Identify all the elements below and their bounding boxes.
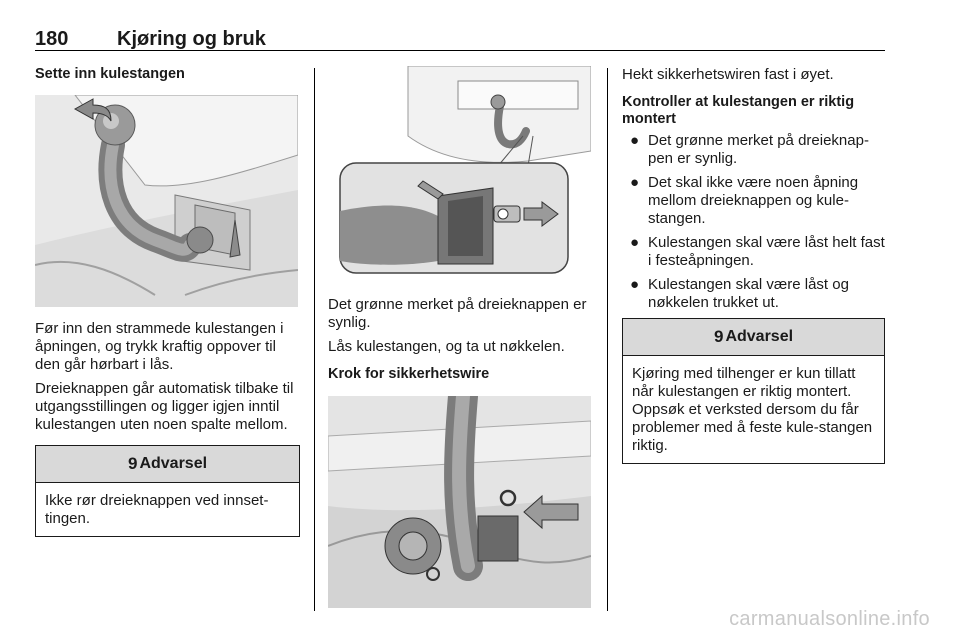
paragraph-green-mark: Det grønne merket på dreieknappen er synlig.: [328, 296, 587, 331]
paragraph-lock-remove-key: Lås kulestangen, og ta ut nøkkelen.: [328, 338, 565, 355]
section-heading-check-mounting: Kontroller at kulestangen er riktig montert: [622, 94, 855, 127]
paragraph-attach-wire: Hekt sikkerhetswiren fast i øyet.: [622, 66, 834, 83]
warning-icon: 9: [713, 327, 724, 346]
bullet-icon: ●: [630, 234, 640, 251]
section-heading-insert: Sette inn kulestangen: [35, 66, 185, 82]
header-rule: [35, 50, 885, 51]
bullet-icon: ●: [630, 132, 640, 149]
list-item: ● Det skal ikke være noen åpning mellom dreieknappen og kule-stangen.: [630, 174, 859, 227]
warning-header: [623, 319, 884, 356]
figure-knob-key: [328, 66, 591, 276]
column-divider-2: [607, 68, 608, 611]
figure-safety-wire-eye: [328, 396, 591, 608]
column-divider-1: [314, 68, 315, 611]
warning-icon: 9: [127, 454, 138, 473]
paragraph-insert-instruction: Før inn den strammede kulestangen i åpningen, og trykk kraftig oppover til den går hørbart i lås.: [35, 320, 284, 373]
figure-insert-tow-ball: [35, 95, 298, 307]
paragraph-rotary-knob: Dreieknappen går automatisk tilbake til utgangsstillingen og ligger igjen inntil kulestangen uten noen spalte mellom.: [35, 380, 294, 433]
warning-title: Advarsel: [139, 455, 208, 472]
watermark: carmanualsonline.info: [729, 608, 930, 630]
list-item: ● Kulestangen skal være låst og nøkkelen trukket ut.: [630, 276, 849, 311]
warning-box-2: [622, 318, 885, 464]
column-3: [622, 66, 887, 464]
column-2: [328, 66, 593, 608]
chapter-title: Kjøring og bruk: [117, 28, 266, 50]
page-number: 180: [35, 28, 69, 50]
warning-box-1: [35, 445, 300, 537]
bullet-icon: ●: [630, 174, 640, 191]
checklist: [622, 132, 887, 312]
column-1: [35, 66, 300, 537]
bullet-icon: ●: [630, 276, 640, 293]
warning-body: Kjøring med tilhenger er kun tillatt når kulestangen er riktig montert. Oppsøk et verksted dersom du får problemer med å feste kule-stangen riktig.: [632, 365, 873, 454]
list-item: ● Kulestangen skal være låst helt fast i festeåpningen.: [630, 234, 885, 269]
warning-title: Advarsel: [725, 328, 794, 345]
warning-header: [36, 446, 299, 483]
list-item: ● Det grønne merket på dreieknap-pen er synlig.: [630, 132, 869, 167]
warning-body: Ikke rør dreieknappen ved innset-tingen.: [45, 492, 269, 527]
page-header: [35, 28, 885, 50]
section-heading-safety-wire: Krok for sikkerhetswire: [328, 366, 490, 382]
